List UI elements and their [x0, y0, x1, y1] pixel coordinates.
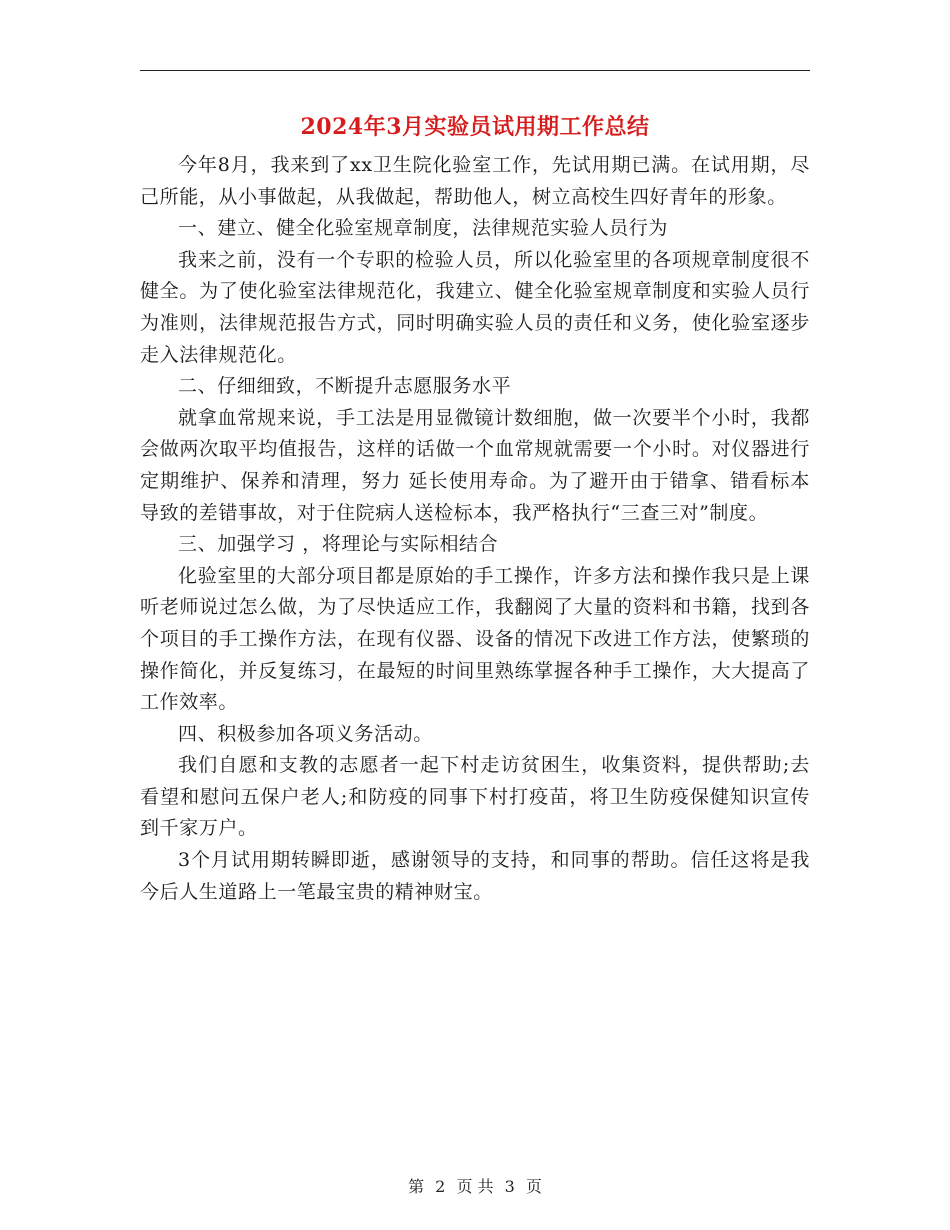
footer-page-current: 2 — [435, 1177, 446, 1196]
section-heading-3: 三、加强学习 ，将理论与实际相结合 — [178, 533, 499, 556]
document-title: 2024年3月实验员试用期工作总结 — [300, 114, 650, 140]
page-footer — [0, 1176, 950, 1198]
paragraph-section-2: 就拿血常规来说，手工法是用显微镜计数细胞，做一次要半个小时，我都会做两次取平均值报告，这样的话做一个血常规就需要一个小时。对仪器进行定期维护、保养和清理，努力 延长使用寿命。为了避开由于错拿、错看标本导致的差错事故，对于住院病人送检标本，我严格执行“三查三对”制度。 — [140, 406, 810, 524]
footer-prefix: 第 — [408, 1177, 425, 1196]
section-heading-4: 四、积极参加各项义务活动。 — [178, 722, 433, 745]
section-heading-1: 一、建立、健全化验室规章制度，法律规范实验人员行为 — [178, 217, 669, 240]
paragraph-conclusion: 3个月试用期转瞬即逝，感谢领导的支持，和同事的帮助。信任这将是我今后人生道路上一笔最宝贵的精神财宝。 — [140, 849, 810, 903]
paragraph-section-1: 我来之前，没有一个专职的检验人员，所以化验室里的各项规章制度很不健全。为了使化验室法律规范化，我建立、健全化验室规章制度和实验人员行为准则，法律规范报告方式，同时明确实验人员的责任和义务，使化验室逐步走入法律规范化。 — [140, 248, 810, 366]
document-body — [140, 150, 810, 908]
paragraph-section-3: 化验室里的大部分项目都是原始的手工操作，许多方法和操作我只是上课听老师说过怎么做，为了尽快适应工作，我翻阅了大量的资料和书籍，找到各个项目的手工操作方法，在现有仪器、设备的情况下改进工作方法，使繁琐的操作简化，并反复练习，在最短的时间里熟练掌握各种手工操作，大大提高了工作效率。 — [140, 564, 810, 714]
paragraph-intro: 今年8月，我来到了xx卫生院化验室工作，先试用期已满。在试用期，尽己所能，从小事做起，从我做起，帮助他人，树立高校生四好青年的形象。 — [140, 154, 810, 208]
header-rule — [140, 70, 810, 71]
footer-middle: 页 共 — [456, 1177, 494, 1196]
section-heading-2: 二、仔细细致，不断提升志愿服务水平 — [178, 375, 512, 398]
footer-suffix: 页 — [525, 1177, 542, 1196]
footer-page-total: 3 — [504, 1177, 515, 1196]
paragraph-section-4: 我们自愿和支教的志愿者一起下村走访贫困生，收集资料，提供帮助;去看望和慰问五保户老人;和防疫的同事下村打疫苗，将卫生防疫保健知识宣传到千家万户。 — [140, 754, 810, 840]
